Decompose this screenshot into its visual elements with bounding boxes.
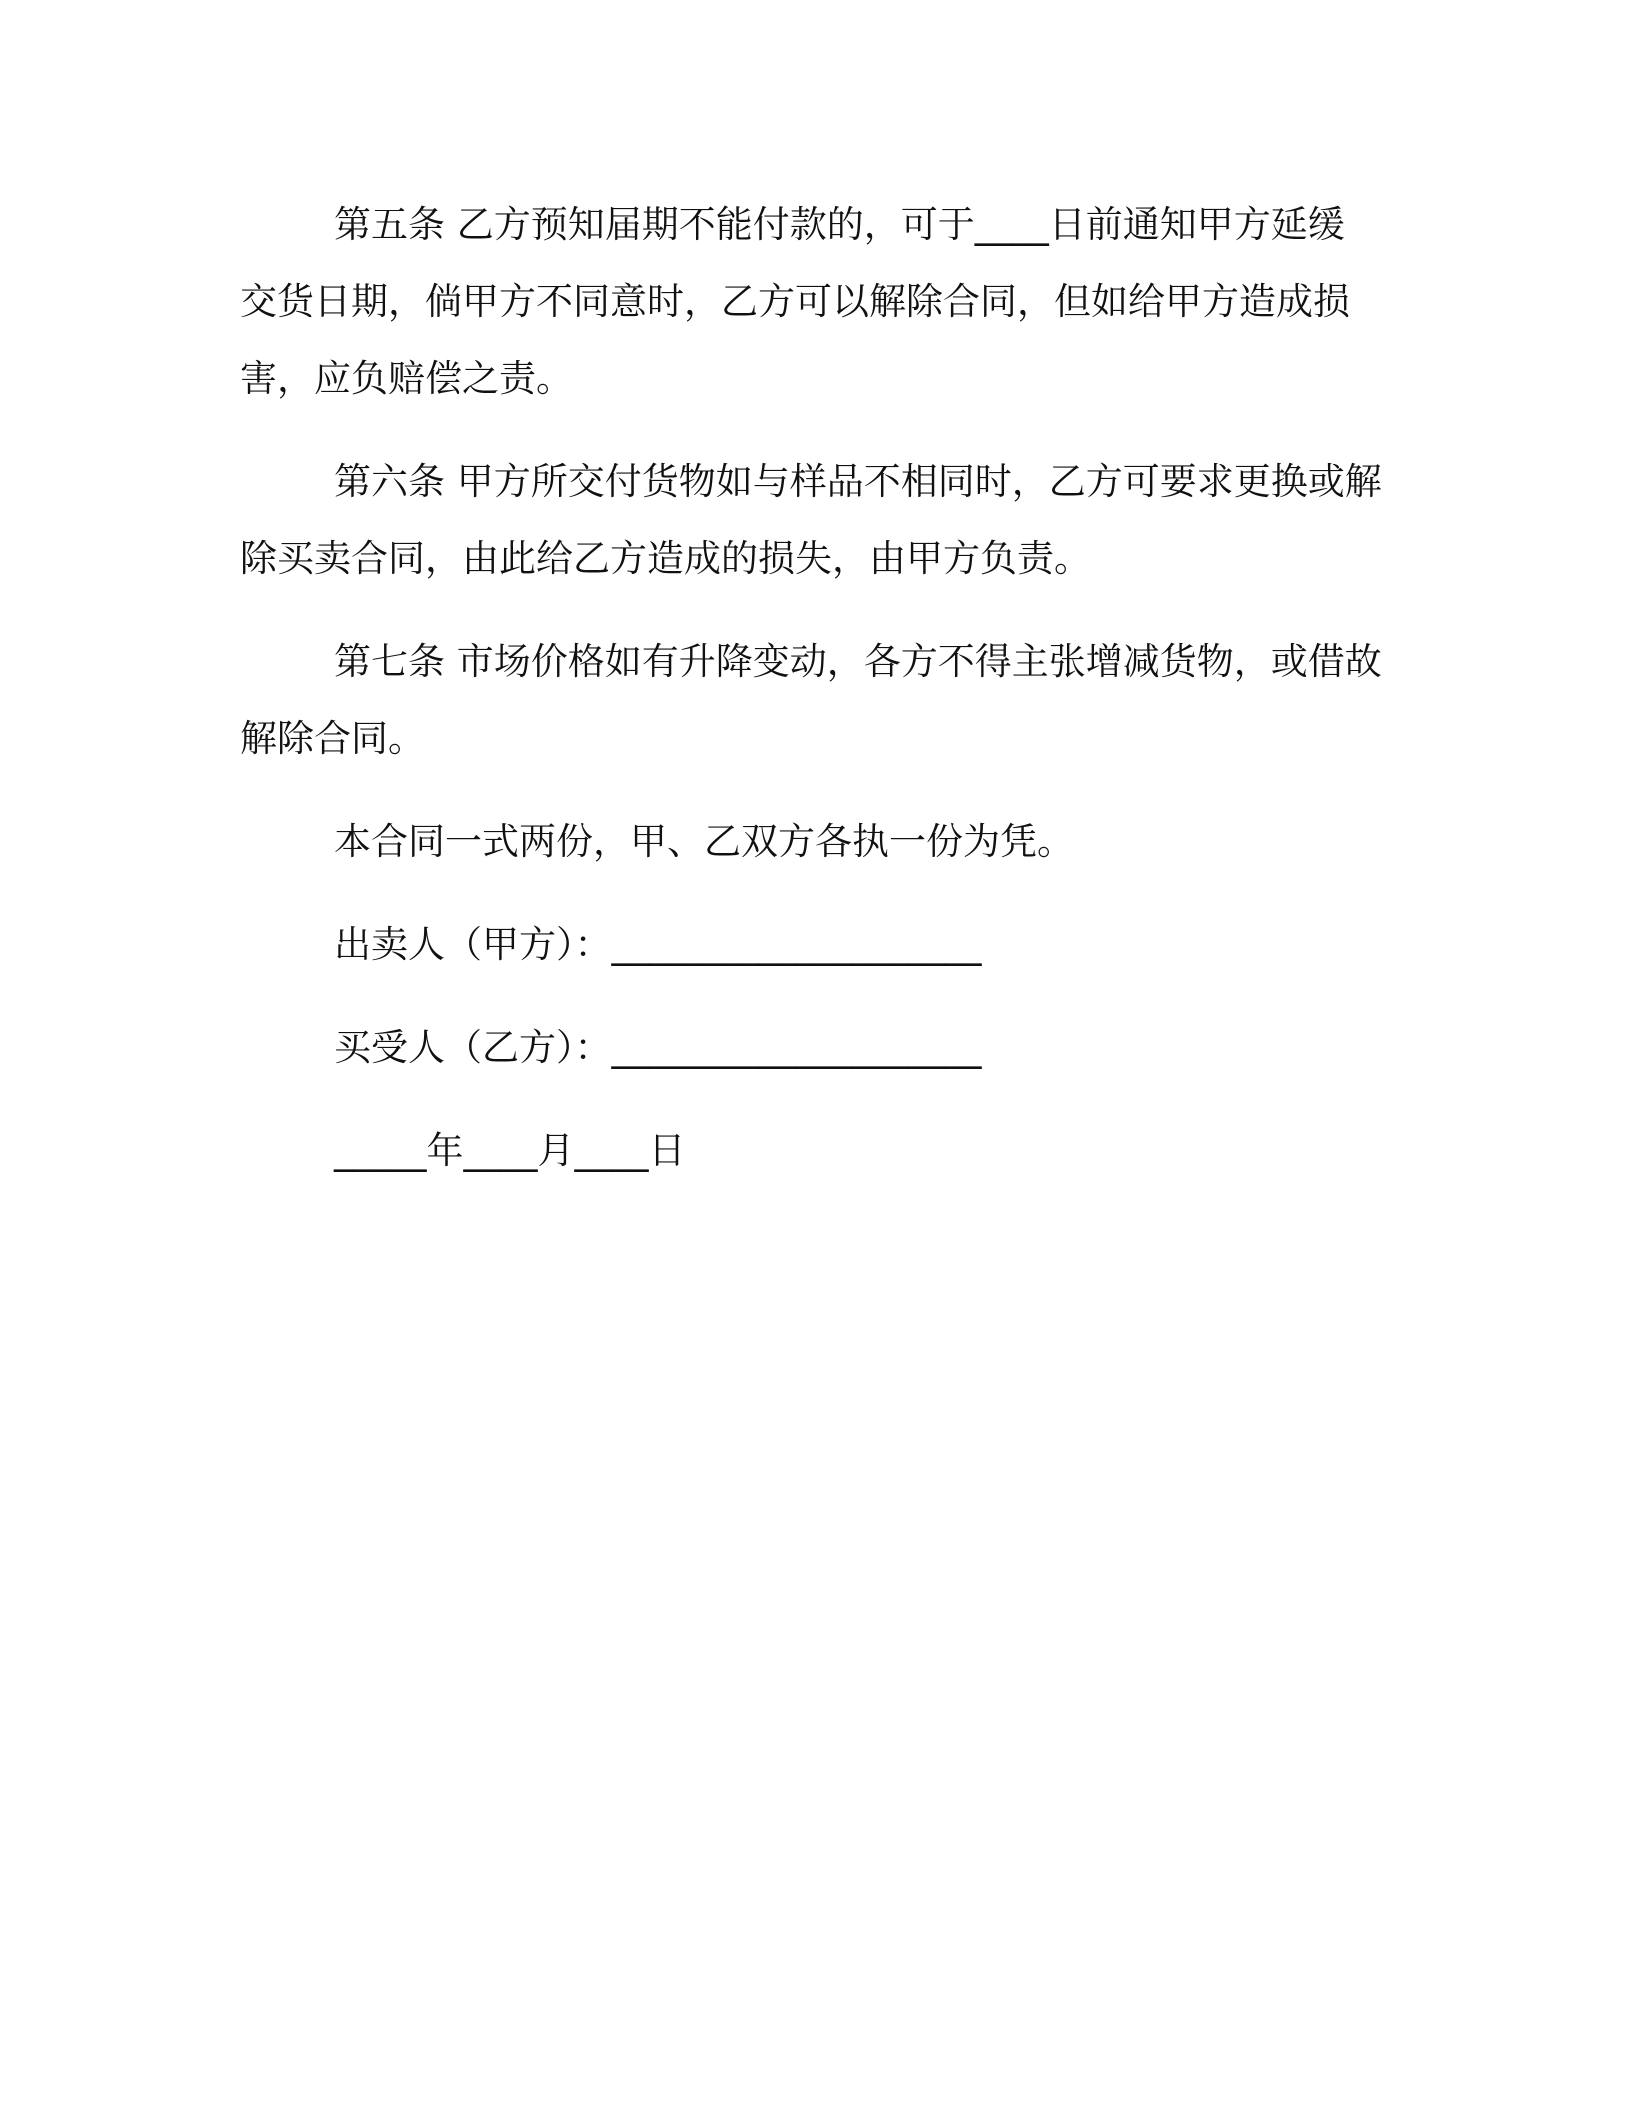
clause-7 [240, 623, 1390, 777]
clause-5-line-1: 第五条 乙方预知届期不能付款的，可于____日前通知甲方延缓 [334, 203, 1345, 246]
clause-5-line-2: 交货日期，倘甲方不同意时，乙方可以解除合同，但如给甲方造成损 [240, 280, 1350, 323]
seller-signature-line: 出卖人（甲方）：____________________ [334, 923, 982, 966]
copies-statement: 本合同一式两份，甲、乙双方各执一份为凭。 [334, 820, 1074, 863]
clause-5-line-3: 害，应负赔偿之责。 [240, 357, 573, 400]
clause-6 [240, 443, 1390, 597]
clause-7-line-2: 解除合同。 [240, 717, 425, 760]
buyer-signature-line: 买受人（乙方）：____________________ [334, 1026, 982, 1069]
clause-7-line-1: 第七条 市场价格如有升降变动，各方不得主张增减货物，或借故 [334, 640, 1382, 683]
clause-6-line-2: 除买卖合同，由此给乙方造成的损失，由甲方负责。 [240, 537, 1091, 580]
clause-5 [240, 186, 1390, 417]
clause-6-line-1: 第六条 甲方所交付货物如与样品不相同时，乙方可要求更换或解 [334, 460, 1382, 503]
contract-body [240, 186, 1390, 1189]
date-line: _____年____月____日 [334, 1129, 686, 1172]
